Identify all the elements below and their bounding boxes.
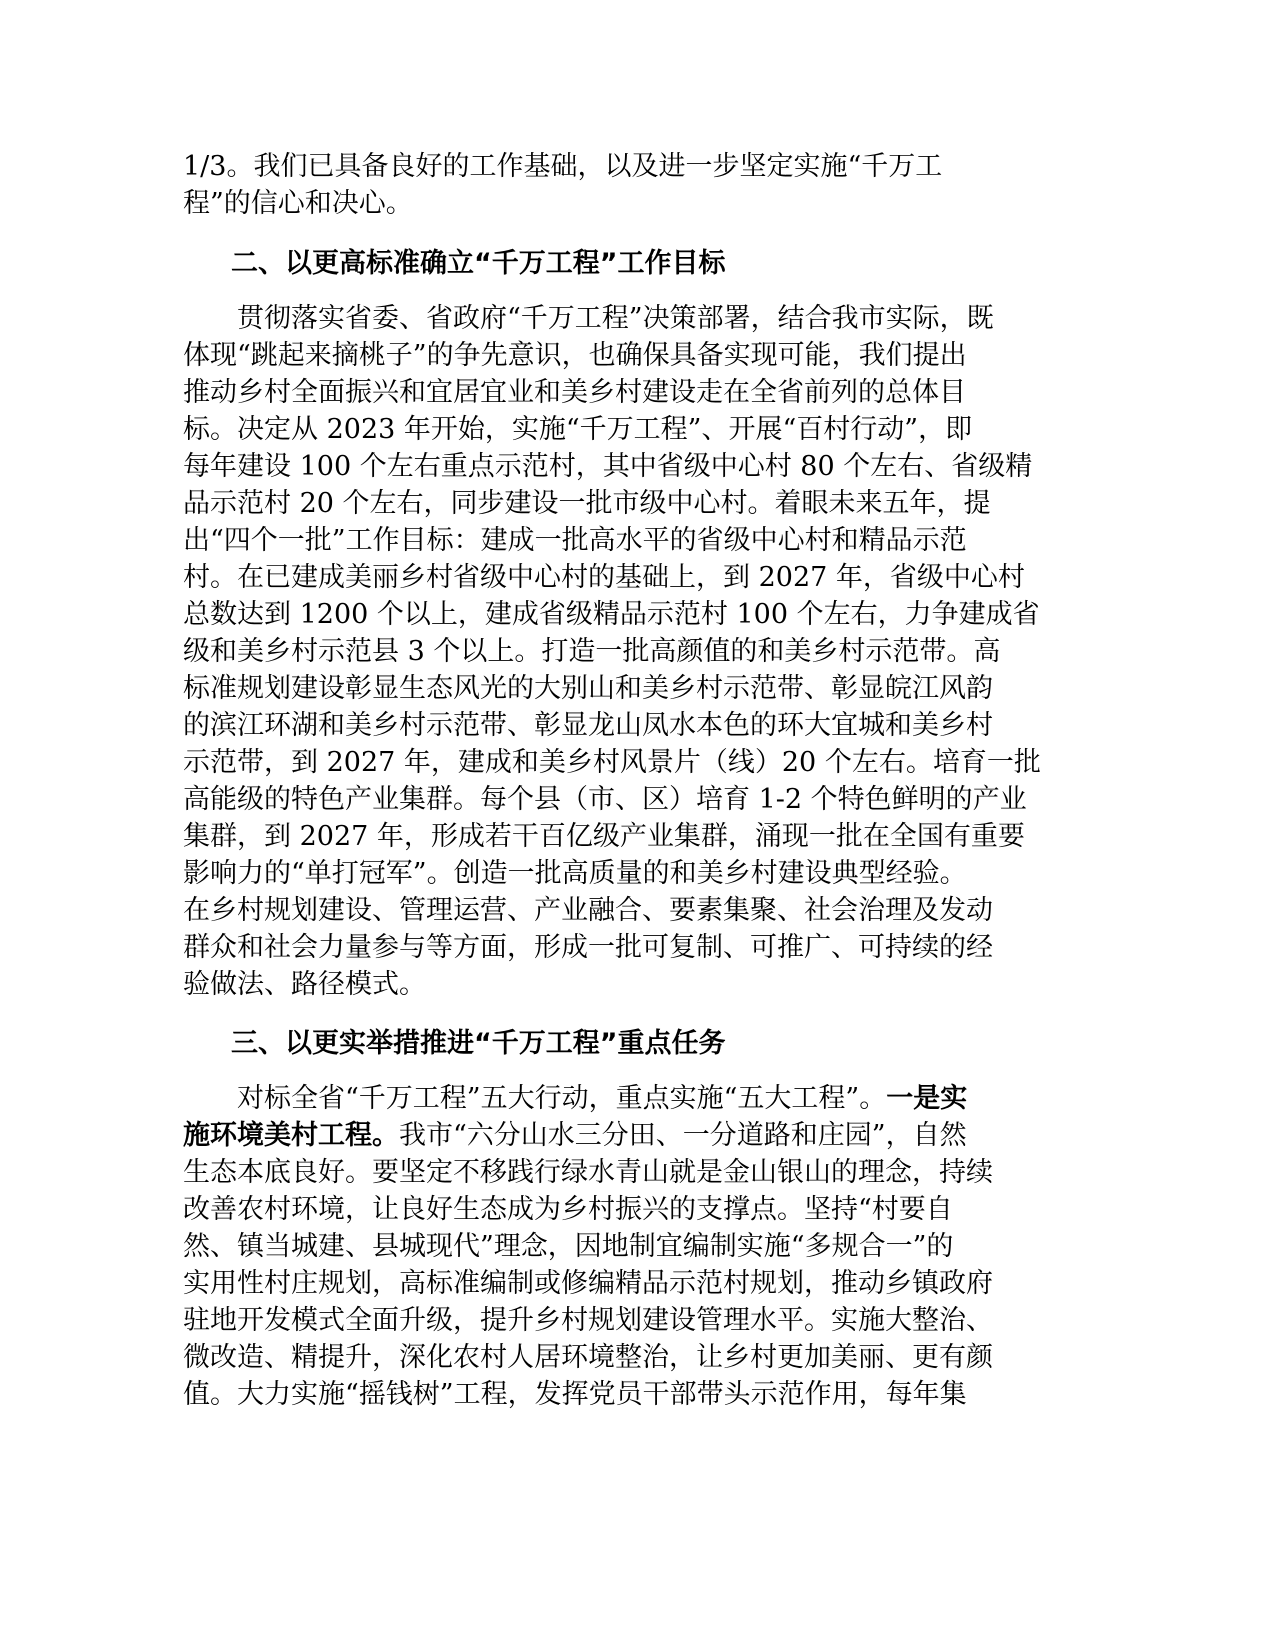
text-line: 然、镇当城建、县城现代”理念，因地制宜编制实施“多规合一”的 [183,1231,954,1262]
text-line: 品示范村 20 个左右，同步建设一批市级中心村。着眼未来五年，提 [183,488,991,519]
text-line: 每年建设 100 个左右重点示范村，其中省级中心村 80 个左右、省级精 [183,451,1033,482]
text-line: 标。决定从 2023 年开始，实施“千万工程”、开展“百村行动”，即 [183,414,973,445]
document-page [183,148,1078,1413]
text-line: 驻地开发模式全面升级，提升乡村规划建设管理水平。实施大整治、 [183,1305,993,1336]
text-line: 1/3。我们已具备良好的工作基础，以及进一步坚定实施“千万工 [183,151,943,182]
text-line: 影响力的“单打冠军”。创造一批高质量的和美乡村建设典型经验。 [183,858,967,889]
text-line: 集群，到 2027 年，形成若干百亿级产业集群，涌现一批在全国有重要 [183,821,1025,852]
text-line: 贯彻落实省委、省政府“千万工程”决策部署，结合我市实际，既 [237,303,994,334]
bold-run: 施环境美村工程。 [183,1120,399,1151]
text-line: 生态本底良好。要坚定不移践行绿水青山就是金山银山的理念，持续 [183,1157,993,1188]
text-line: 微改造、精提升，深化农村人居环境整治，让乡村更加美丽、更有颜 [183,1342,993,1373]
text-line: 级和美乡村示范县 3 个以上。打造一批高颜值的和美乡村示范带。高 [183,636,1001,667]
text-line: 体现“跳起来摘桃子”的争先意识，也确保具备实现可能，我们提出 [183,340,967,371]
bold-run: 一是实 [886,1083,968,1114]
text-line: 实用性村庄规划，高标准编制或修编精品示范村规划，推动乡镇政府 [183,1268,993,1299]
text-line: 高能级的特色产业集群。每个县（市、区）培育 1-2 个特色鲜明的产业 [183,784,1027,815]
text-line: 标准规划建设彰显生态风光的大别山和美乡村示范带、彰显皖江风韵 [183,673,993,704]
text-line: 值。大力实施“摇钱树”工程，发挥党员干部带头示范作用，每年集 [183,1379,967,1410]
text-line: 出“四个一批”工作目标：建成一批高水平的省级中心村和精品示范 [183,525,967,556]
intro-paragraph [183,148,1078,222]
text-line: 在乡村规划建设、管理运营、产业融合、要素集聚、社会治理及发动 [183,895,993,926]
section-heading-2: 二、以更高标准确立“千万工程”工作目标 [231,248,726,279]
text-line: 的滨江环湖和美乡村示范带、彰显龙山凤水本色的环大宜城和美乡村 [183,710,993,741]
text-run: 对标全省“千万工程”五大行动，重点实施“五大工程”。 [237,1083,887,1114]
text-line: 验做法、路径模式。 [183,969,426,1000]
section-2-paragraph [183,300,1078,1003]
text-run: 我市“六分山水三分田、一分道路和庄园”，自然 [399,1120,967,1151]
text-line: 示范带，到 2027 年，建成和美乡村风景片（线）20 个左右。培育一批 [183,747,1041,778]
text-line: 程”的信心和决心。 [183,188,413,219]
text-line: 推动乡村全面振兴和宜居宜业和美乡村建设走在全省前列的总体目 [183,377,966,408]
section-heading-3: 三、以更实举措推进“千万工程”重点任务 [231,1028,726,1059]
text-line [183,1117,1078,1154]
text-line: 群众和社会力量参与等方面，形成一批可复制、可推广、可持续的经 [183,932,993,963]
text-line [183,1080,1078,1117]
text-line: 改善农村环境，让良好生态成为乡村振兴的支撑点。坚持“村要自 [183,1194,953,1225]
section-3-paragraph [183,1080,1078,1413]
text-line: 村。在已建成美丽乡村省级中心村的基础上，到 2027 年，省级中心村 [183,562,1025,593]
text-line: 总数达到 1200 个以上，建成省级精品示范村 100 个左右，力争建成省 [183,599,1040,630]
